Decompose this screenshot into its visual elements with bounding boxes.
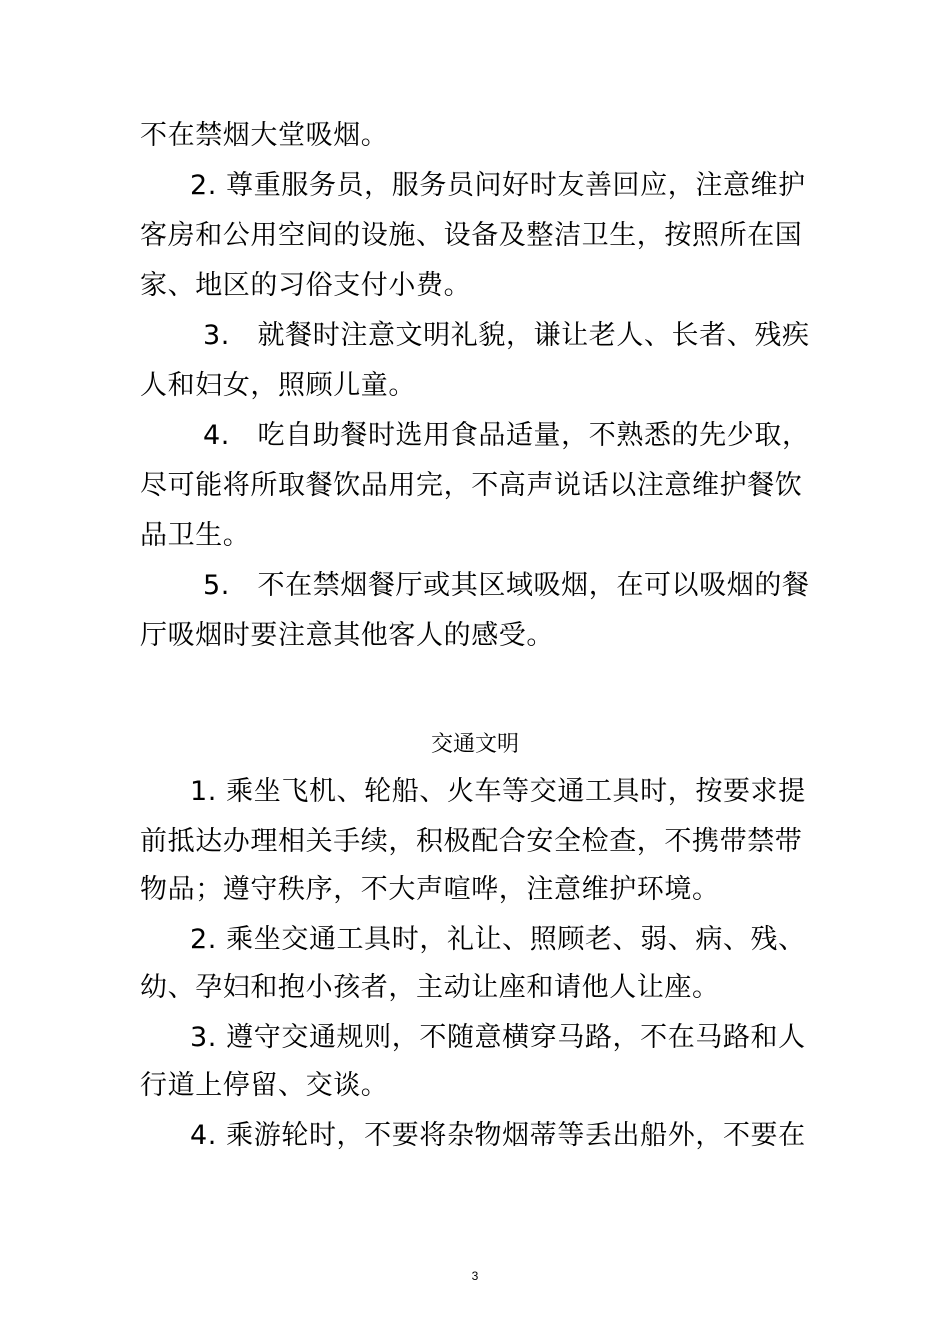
paragraph-line: 1. 乘坐飞机、轮船、火车等交通工具时，按要求提 [190,776,806,807]
paragraph-line: 客房和公用空间的设施、设备及整洁卫生，按照所在国 [140,220,803,251]
section-title: 交通文明 [430,732,519,757]
paragraph-line: 物品；遵守秩序，不大声喧哗，注意维护环境。 [140,874,720,905]
paragraph-line: 行道上停留、交谈。 [140,1070,389,1101]
paragraph-line: 2. 尊重服务员，服务员问好时友善回应，注意维护 [190,170,806,201]
paragraph-line: 不在禁烟大堂吸烟。 [140,120,389,151]
paragraph-line: 5. 不在禁烟餐厅或其区域吸烟，在可以吸烟的餐 [203,570,810,601]
page-number: 3 [471,1269,479,1283]
paragraph-line: 2. 乘坐交通工具时，礼让、照顾老、弱、病、残、 [190,924,806,955]
paragraph-line: 幼、孕妇和抱小孩者，主动让座和请他人让座。 [140,972,720,1003]
paragraph-line: 品卫生。 [140,520,251,551]
paragraph-line: 3. 就餐时注意文明礼貌，谦让老人、长者、残疾 [203,320,810,351]
paragraph-line: 家、地区的习俗支付小费。 [140,270,472,301]
paragraph-line: 厅吸烟时要注意其他客人的感受。 [140,620,554,651]
paragraph-line: 4. 乘游轮时，不要将杂物烟蒂等丢出船外，不要在 [190,1120,806,1151]
paragraph-line: 尽可能将所取餐饮品用完，不高声说话以注意维护餐饮 [140,470,803,501]
paragraph-line: 前抵达办理相关手续，积极配合安全检查，不携带禁带 [140,826,803,857]
paragraph-line: 人和妇女，照顾儿童。 [140,370,416,401]
paragraph-line: 4. 吃自助餐时选用食品适量，不熟悉的先少取， [203,420,810,451]
paragraph-line: 3. 遵守交通规则，不随意横穿马路，不在马路和人 [190,1022,806,1053]
